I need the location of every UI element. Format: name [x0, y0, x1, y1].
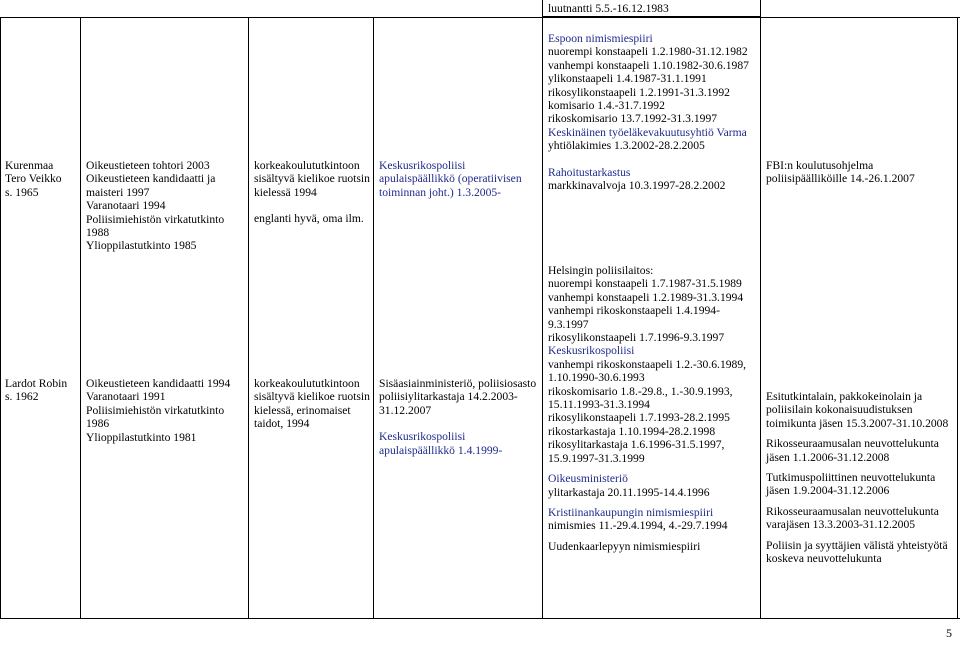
career-cell: Helsingin poliisilaitos: nuorempi konstaapeli 1.7.1987-31.5.1989 vanhempi konstaapeli 1.2.1989-31.3.1994 vanhempi rikoskonstaapeli 1.4.1994-9.3.1997 rikosylikonstaapeli 1.7.1996-9.3.1997 Keskusrikospoliisi vanhempi rikoskonstaapeli 1.2.-30.6.1989, 1.10.1990-30.6.1993 rikoskomisario 1.8.-29.8., 1.-30.9.1993, 15.11.1993-31.3.1994 rikosylikonstaapeli 1.7.1993-28.2.1995 rikostarkastaja 1.10.1994-28.2.1998 rikosylitarkastaja 1.6.1996-31.5.1997, 15.9.1997-31.3.1999 Oikeusministeriö ylitarkastaja 20.11.1995-14.4.1996 Kristiinankaupungin nimismiespiiri nimismies 11.-29.4.1994, 4.-29.7.1994 Uudenkaarlepyyn nimismiespiiri [548, 264, 747, 553]
language-cell [254, 377, 372, 431]
education-item: Oikeustieteen kandidaatti ja maisteri 1997 [86, 172, 216, 199]
training-cell: Esitutkintalain, pakkokeinolain ja poliisilain kokonaisuudistuksen toimikunta jäsen 15.3.2007-31.10.2008 Rikosseuraamusalan neuvottelukunta jäsen 1.1.2006-31.12.2008 Tutkimuspoliittinen neuvottelukunta jäsen 1.9.2004-31.12.2006 Rikosseuraamusalan neuvottelukunta varajäsen 13.3.2003-31.12.2005 Poliisin ja syyttäjien välistä yhteistyötä koskeva neuvottelukunta [766, 390, 949, 566]
education-item: Ylioppilastutkinto 1981 [86, 430, 197, 444]
career-cell: Espoon nimismiespiiri nuorempi konstaapeli 1.2.1980-31.12.1982 vanhempi konstaapeli 1.10.1982-30.6.1987 ylikonstaapeli 1.4.1987-31.1.1991 rikosylikonstaapeli 1.2.1991-31.3.1992 komisario 1.4.-31.7.1992 rikoskomisario 13.7.1992-31.3.1997 Keskinäinen työeläkevakuutusyhtiö Varma yhtiölakimies 1.3.2002-28.2.2005 Rahoitustarkastus markkinavalvoja 10.3.1997-28.2.2002 [548, 32, 749, 193]
column-divider-2 [248, 17, 249, 619]
top-fragment: luutnantti 5.5.-16.12.1983 [548, 2, 669, 15]
column-divider-1 [80, 17, 81, 619]
education-item: Varanotaari 1991 [86, 390, 166, 404]
education-cell [86, 377, 246, 444]
person-name: Lardot Robin s. 1962 [5, 377, 68, 404]
table-bottom-border [0, 618, 960, 619]
language-item: korkeakoulututkintoon sisältyvä kielikoe ruotsin kielessä, erinomaiset taidot, 1994 [254, 377, 370, 431]
person-name: Kurenmaa Tero Veikko s. 1965 [5, 159, 62, 199]
education-item: Oikeustieteen kandidaatti 1994 [86, 377, 231, 390]
education-item: Varanotaari 1994 [86, 199, 166, 213]
current-position-cell: Keskusrikospoliisi apulaispäällikkö (operatiivisen toiminnan joht.) 1.3.2005- [379, 159, 522, 199]
column-divider-4 [542, 0, 543, 619]
language-item: englanti hyvä, oma ilm. [254, 212, 364, 226]
table-left-border [0, 17, 1, 619]
column-divider-5 [760, 0, 761, 619]
current-position-cell: Sisäasiainministeriö, poliisiosasto poliisiylitarkastaja 14.2.2003-31.12.2007 Keskusrikospoliisi apulaispäällikkö 1.4.1999- [379, 377, 537, 457]
training-cell: FBI:n koulutusohjelma poliisipäälliköille 14.-26.1.2007 [766, 159, 915, 186]
education-item: Oikeustieteen tohtori 2003 [86, 159, 210, 172]
education-item: Poliisimiehistön virkatutkinto 1986 [86, 403, 225, 431]
language-cell [254, 159, 372, 226]
education-item: Ylioppilastutkinto 1985 [86, 239, 197, 253]
table-top-border-main [0, 17, 960, 18]
education-cell [86, 159, 246, 253]
education-item: Poliisimiehistön virkatutkinto 1988 [86, 212, 225, 240]
column-divider-3 [373, 17, 374, 619]
table-right-border [957, 17, 958, 619]
page-number: 5 [946, 626, 952, 640]
language-item: korkeakoulututkintoon sisältyvä kielikoe ruotsin kielessä 1994 [254, 159, 370, 199]
